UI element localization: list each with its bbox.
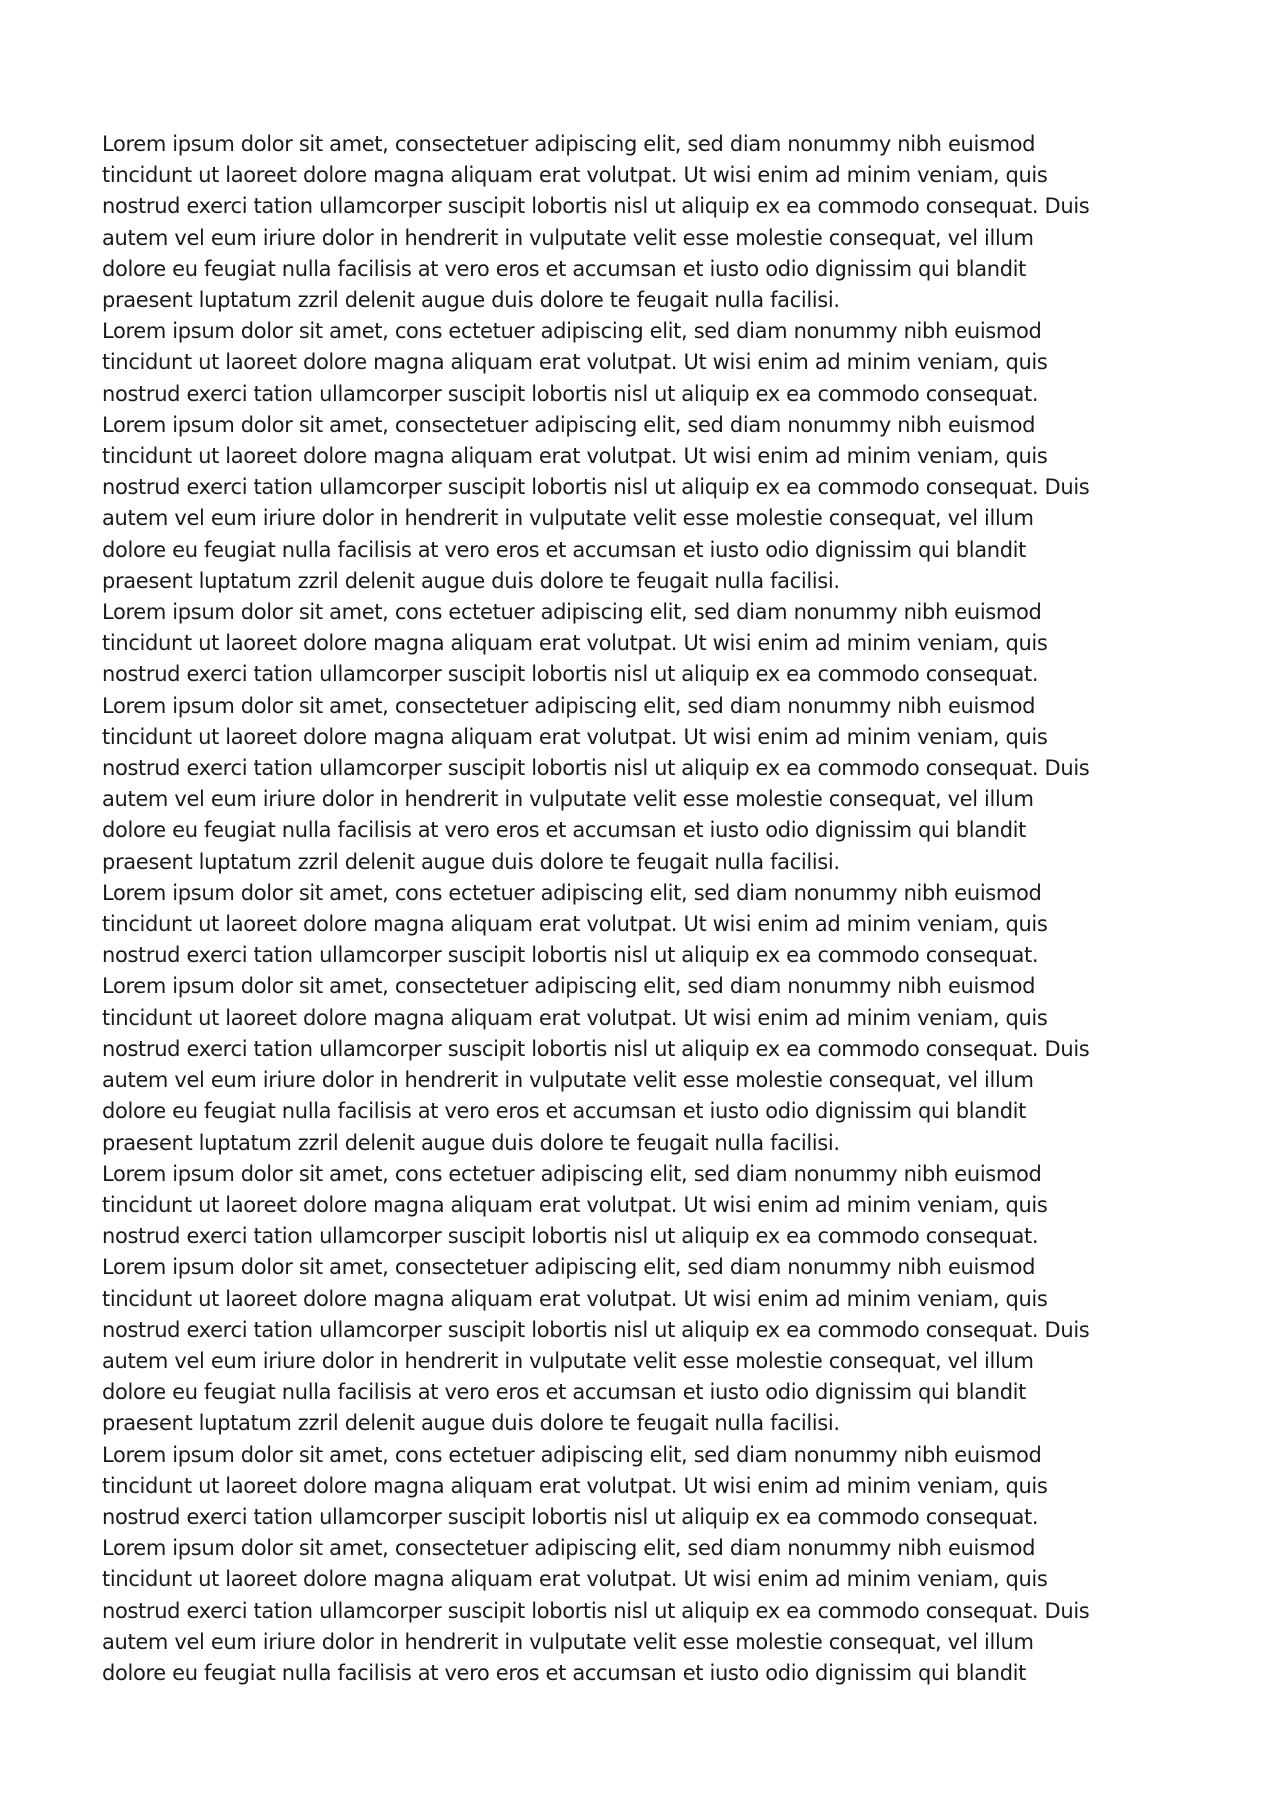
text-line: nostrud exerci tation ullamcorper suscipit lobortis nisl ut aliquip ex ea commodo consequat. Duis [102,1317,1090,1342]
text-line: tincidunt ut laoreet dolore magna aliquam erat volutpat. Ut wisi enim ad minim veniam, quis [102,444,1048,469]
text-line: nostrud exerci tation ullamcorper suscipit lobortis nisl ut aliquip ex ea commodo consequat. Duis [102,756,1090,781]
text-line: nostrud exerci tation ullamcorper suscipit lobortis nisl ut aliquip ex ea commodo consequat. [102,381,1039,406]
text-line: autem vel eum iriure dolor in hendrerit in vulputate velit esse molestie consequat, vel illum [102,787,1034,812]
text-line: nostrud exerci tation ullamcorper suscipit lobortis nisl ut aliquip ex ea commodo consequat. Duis [102,194,1090,219]
text-line: autem vel eum iriure dolor in hendrerit in vulputate velit esse molestie consequat, vel illum [102,225,1034,250]
text-line: nostrud exerci tation ullamcorper suscipit lobortis nisl ut aliquip ex ea commodo consequat. [102,1504,1039,1529]
text-line: nostrud exerci tation ullamcorper suscipit lobortis nisl ut aliquip ex ea commodo consequat. [102,1224,1039,1249]
text-line: Lorem ipsum dolor sit amet, consectetuer adipiscing elit, sed diam nonummy nibh euismod [102,132,1036,156]
text-line: Lorem ipsum dolor sit amet, cons ectetuer adipiscing elit, sed diam nonummy nibh euismod [102,880,1042,905]
text-line: Lorem ipsum dolor sit amet, consectetuer adipiscing elit, sed diam nonummy nibh euismod [102,1255,1036,1280]
text-line: praesent luptatum zzril delenit augue duis dolore te feugait nulla facilisi. [102,288,840,313]
text-line: Lorem ipsum dolor sit amet, consectetuer adipiscing elit, sed diam nonummy nibh euismod [102,693,1036,718]
text-line: tincidunt ut laoreet dolore magna aliquam erat volutpat. Ut wisi enim ad minim veniam, quis [102,1567,1048,1592]
text-line: tincidunt ut laoreet dolore magna aliquam erat volutpat. Ut wisi enim ad minim veniam, quis [102,631,1048,656]
text-line: autem vel eum iriure dolor in hendrerit in vulputate velit esse molestie consequat, vel illum [102,1068,1034,1093]
text-line: Lorem ipsum dolor sit amet, consectetuer adipiscing elit, sed diam nonummy nibh euismod [102,1536,1036,1561]
text-line: tincidunt ut laoreet dolore magna aliquam erat volutpat. Ut wisi enim ad minim veniam, quis [102,1005,1048,1030]
text-line: autem vel eum iriure dolor in hendrerit in vulputate velit esse molestie consequat, vel illum [102,1629,1034,1654]
text-line: tincidunt ut laoreet dolore magna aliquam erat volutpat. Ut wisi enim ad minim veniam, quis [102,1286,1048,1311]
text-line: dolore eu feugiat nulla facilisis at vero eros et accumsan et iusto odio dignissim qui blandit [102,818,1027,843]
text-line: nostrud exerci tation ullamcorper suscipit lobortis nisl ut aliquip ex ea commodo consequat. Duis [102,475,1090,500]
text-line: nostrud exerci tation ullamcorper suscipit lobortis nisl ut aliquip ex ea commodo consequat. Duis [102,1598,1090,1623]
text-line: Lorem ipsum dolor sit amet, consectetuer adipiscing elit, sed diam nonummy nibh euismod [102,974,1036,999]
text-line: autem vel eum iriure dolor in hendrerit in vulputate velit esse molestie consequat, vel illum [102,1348,1034,1373]
text-line: Lorem ipsum dolor sit amet, cons ectetuer adipiscing elit, sed diam nonummy nibh euismod [102,1161,1042,1186]
text-line: Lorem ipsum dolor sit amet, cons ectetuer adipiscing elit, sed diam nonummy nibh euismod [102,1442,1042,1467]
text-line: praesent luptatum zzril delenit augue duis dolore te feugait nulla facilisi. [102,1130,840,1155]
text-line: nostrud exerci tation ullamcorper suscipit lobortis nisl ut aliquip ex ea commodo consequat. [102,943,1039,968]
text-line: tincidunt ut laoreet dolore magna aliquam erat volutpat. Ut wisi enim ad minim veniam, quis [102,350,1048,375]
text-line: dolore eu feugiat nulla facilisis at vero eros et accumsan et iusto odio dignissim qui blandit [102,1380,1027,1405]
text-line: tincidunt ut laoreet dolore magna aliquam erat volutpat. Ut wisi enim ad minim veniam, quis [102,912,1048,937]
text-line: dolore eu feugiat nulla facilisis at vero eros et accumsan et iusto odio dignissim qui blandit [102,537,1027,562]
text-line: praesent luptatum zzril delenit augue duis dolore te feugait nulla facilisi. [102,849,840,874]
text-line: tincidunt ut laoreet dolore magna aliquam erat volutpat. Ut wisi enim ad minim veniam, quis [102,163,1048,188]
text-line: tincidunt ut laoreet dolore magna aliquam erat volutpat. Ut wisi enim ad minim veniam, quis [102,1473,1048,1498]
text-line: praesent luptatum zzril delenit augue duis dolore te feugait nulla facilisi. [102,1411,840,1436]
text-line: dolore eu feugiat nulla facilisis at vero eros et accumsan et iusto odio dignissim qui blandit [102,256,1027,281]
text-line: praesent luptatum zzril delenit augue duis dolore te feugait nulla facilisi. [102,568,840,593]
text-line: tincidunt ut laoreet dolore magna aliquam erat volutpat. Ut wisi enim ad minim veniam, quis [102,724,1048,749]
text-line: tincidunt ut laoreet dolore magna aliquam erat volutpat. Ut wisi enim ad minim veniam, quis [102,1192,1048,1217]
text-line: dolore eu feugiat nulla facilisis at vero eros et accumsan et iusto odio dignissim qui blandit [102,1099,1027,1124]
text-line: nostrud exerci tation ullamcorper suscipit lobortis nisl ut aliquip ex ea commodo consequat. Duis [102,1036,1090,1061]
body-text [102,129,1202,1689]
text-line: autem vel eum iriure dolor in hendrerit in vulputate velit esse molestie consequat, vel illum [102,506,1034,531]
text-line: Lorem ipsum dolor sit amet, consectetuer adipiscing elit, sed diam nonummy nibh euismod [102,412,1036,437]
text-line: dolore eu feugiat nulla facilisis at vero eros et accumsan et iusto odio dignissim qui blandit [102,1660,1027,1685]
text-line: Lorem ipsum dolor sit amet, cons ectetuer adipiscing elit, sed diam nonummy nibh euismod [102,600,1042,625]
text-line: nostrud exerci tation ullamcorper suscipit lobortis nisl ut aliquip ex ea commodo consequat. [102,662,1039,687]
text-line: Lorem ipsum dolor sit amet, cons ectetuer adipiscing elit, sed diam nonummy nibh euismod [102,319,1042,344]
